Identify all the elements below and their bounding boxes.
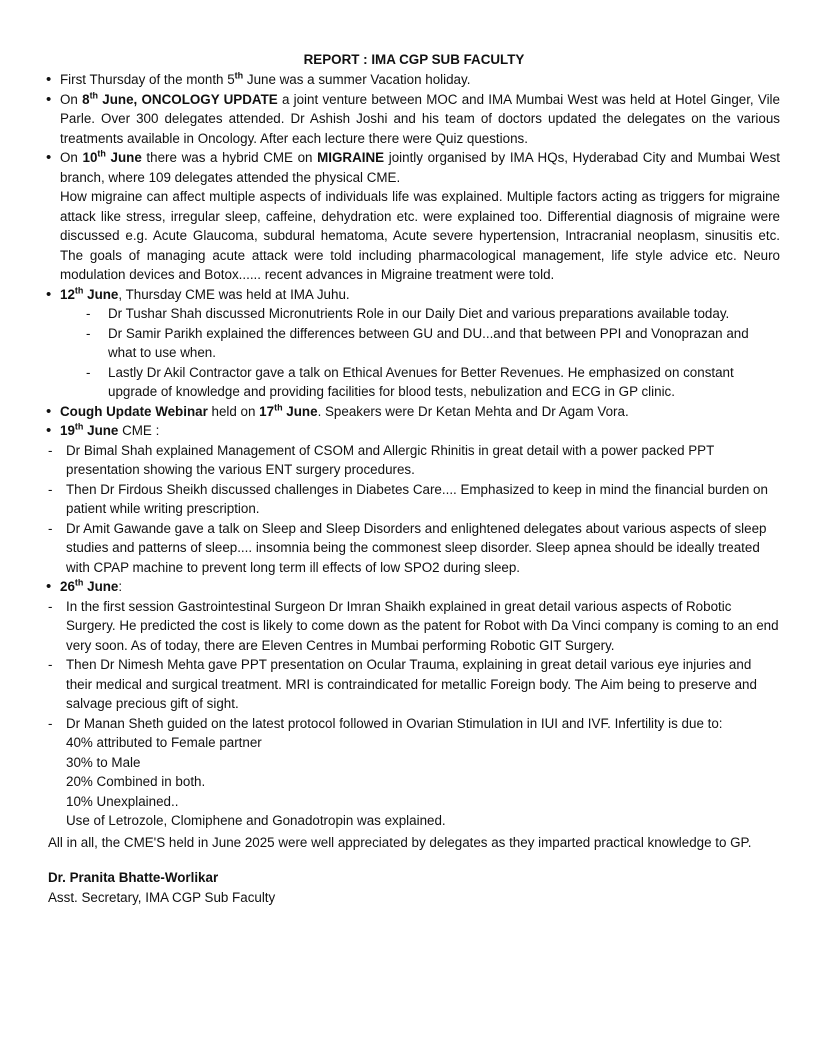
stat-line: 30% to Male bbox=[66, 754, 141, 770]
list-item: • Cough Update Webinar held on 17th June. Speakers were Dr Ketan Mehta and Dr Agam Vora. bbox=[48, 402, 780, 422]
sub-list bbox=[48, 441, 780, 578]
signature-role: Asst. Secretary, IMA CGP Sub Faculty bbox=[48, 889, 276, 905]
sub-list-item: - Lastly Dr Akil Contractor gave a talk on Ethical Avenues for Better Revenues. He emphasized on constant upgrade of knowledge and providing facilities for blood tests, nebulization and ECG in GP clinic. bbox=[84, 363, 780, 402]
stat-line: 20% Combined in both. bbox=[66, 774, 206, 789]
sub-list-item: - Then Dr Firdous Sheikh discussed challenges in Diabetes Care.... Emphasized to keep in mind the financial burden on patient while writing prescription. bbox=[48, 480, 780, 519]
sub-list-item: - Dr Manan Sheth guided on the latest protocol followed in Ovarian Stimulation in IUI and IVF. Infertility is due to: 40% attributed to Female partner 30% to Male 20% Combined in both. 10% Unexplained.. Use of Letrozole, Clomiphene and Gonadotropin was explained. bbox=[48, 714, 780, 831]
list-item: • On 10th June there was a hybrid CME on MIGRAINE jointly organised by IMA HQs, Hyderabad City and Mumbai West branch, where 109 delegates attended the physical CME. How migraine can affect multiple aspects of individuals life was explained. Multiple factors acting as triggers for migraine attack like stress, irregular sleep, caffeine, dehydration etc. were explained too. Differential diagnosis of migraine were discussed e.g. Acute Glaucoma, subdural hematoma, Acute severe hypertension, Intracranial neoplasm, sinusitis etc. The goals of managing acute attack were told including pharmacological management, life style advice etc. Neuro modulation devices and Botox...... recent advances in Migraine treatment were told. bbox=[48, 148, 780, 285]
sub-list bbox=[48, 597, 780, 831]
list-item: • On 8th June, ONCOLOGY UPDATE a joint venture between MOC and IMA Mumbai West was held at Hotel Ginger, Vile Parle. Over 300 delegates attended. Dr Ashish Joshi and his team of doctors updated the delegates on the various treatments available in Oncology. After each lecture there were Quiz questions. bbox=[48, 90, 780, 149]
migraine-paragraph: How migraine can affect multiple aspects of individuals life was explained. Multiple factors acting as triggers for migraine attack like stress, irregular sleep, caffeine, dehydration etc. were explained too. Differential diagnosis of migraine were discussed e.g. Acute Glaucoma, subdural hematoma, Acute severe hypertension, Intracranial neoplasm, sinusitis etc. The goals of managing acute attack were told including pharmacological management, life style advice etc. Neuro modulation devices and Botox...... recent advances in Migraine treatment were told. bbox=[60, 189, 780, 282]
closing-paragraph: All in all, the CME'S held in June 2025 were well appreciated by delegates as they imparted practical knowledge to GP. bbox=[48, 834, 752, 850]
sub-list-item: - Dr Bimal Shah explained Management of CSOM and Allergic Rhinitis in great detail with a power packed PPT presentation showing the various ENT surgery procedures. bbox=[48, 441, 780, 480]
signature-name: Dr. Pranita Bhatte-Worlikar bbox=[48, 870, 219, 885]
list-item: • 12th June, Thursday CME was held at IMA Juhu. - Dr Tushar Shah discussed Micronutrients Role in our Daily Diet and various preparations available today. - Dr Samir Parikh explained the differences between GU and DU...and that between PPI and Vonoprazan and what to use when. - Lastly Dr Akil Contractor gave a talk on Ethical Avenues for Better Revenues. He emphasized on constant upgrade of knowledge and providing facilities for blood tests, nebulization and ECG in GP clinic. bbox=[48, 285, 780, 402]
sub-list-item: - In the first session Gastrointestinal Surgeon Dr Imran Shaikh explained in great detail various aspects of Robotic Surgery. He predicted the cost is likely to come down as the patent for Robot with Da Vinci company is coming to an end very soon. As of today, there are Eleven Centres in Mumbai performing Robotic GIT Surgery. bbox=[48, 597, 780, 656]
stat-line: 10% Unexplained.. bbox=[66, 793, 179, 809]
sub-list-item: - Dr Samir Parikh explained the differences between GU and DU...and that between PPI and Vonoprazan and what to use when. bbox=[84, 324, 780, 363]
sub-list-item: - Dr Amit Gawande gave a talk on Sleep and Sleep Disorders and enlightened delegates about various aspects of sleep studies and patterns of sleep.... insomnia being the commonest sleep disorder. Sleep apnea should be ideally treated with CPAP machine to prevent long term ill effects of low SPO2 during sleep. bbox=[48, 519, 780, 578]
sub-list-item: - Then Dr Nimesh Mehta gave PPT presentation on Ocular Trauma, explaining in great detail various eye injuries and their medical and surgical treatment. MRI is contraindicated for metallic Foreign body. The Aim being to preserve and salvage precious gift of sight. bbox=[48, 655, 780, 714]
sub-list bbox=[84, 304, 780, 402]
report-title: REPORT : IMA CGP SUB FACULTY bbox=[303, 52, 525, 67]
list-item: • 26th June: - In the first session Gastrointestinal Surgeon Dr Imran Shaikh explained in great detail various aspects of Robotic Surgery. He predicted the cost is likely to come down as the patent for Robot with Da Vinci company is coming to an end very soon. As of today, there are Eleven Centres in Mumbai performing Robotic GIT Surgery. - Then Dr Nimesh Mehta gave PPT presentation on Ocular Trauma, explaining in great detail various eye injuries and their medical and surgical treatment. MRI is contraindicated for metallic Foreign body. The Aim being to preserve and salvage precious gift of sight. - Dr Manan Sheth guided on the latest protocol followed in Ovarian Stimulation in IUI and IVF. Infertility is due to: 40% attributed to Female partner 30% to Male 20% Combined in both. 10% Unexplained.. Use of Letrozole, Clomiphene and Gonadotropin was explained. bbox=[48, 577, 780, 831]
stat-line: Use of Letrozole, Clomiphene and Gonadotropin was explained. bbox=[66, 813, 446, 828]
sub-list-item: - Dr Tushar Shah discussed Micronutrients Role in our Daily Diet and various preparations available today. bbox=[84, 304, 780, 324]
report-list bbox=[48, 70, 780, 831]
list-item: • 19th June CME : - Dr Bimal Shah explained Management of CSOM and Allergic Rhinitis in great detail with a power packed PPT presentation showing the various ENT surgery procedures. - Then Dr Firdous Sheikh discussed challenges in Diabetes Care.... Emphasized to keep in mind the financial burden on patient while writing prescription. - Dr Amit Gawande gave a talk on Sleep and Sleep Disorders and enlightened delegates about various aspects of sleep studies and patterns of sleep.... insomnia being the commonest sleep disorder. Sleep apnea should be ideally treated with CPAP machine to prevent long term ill effects of low SPO2 during sleep. bbox=[48, 421, 780, 577]
list-item: • First Thursday of the month 5th June was a summer Vacation holiday. bbox=[48, 70, 780, 90]
stat-line: 40% attributed to Female partner bbox=[66, 735, 262, 750]
